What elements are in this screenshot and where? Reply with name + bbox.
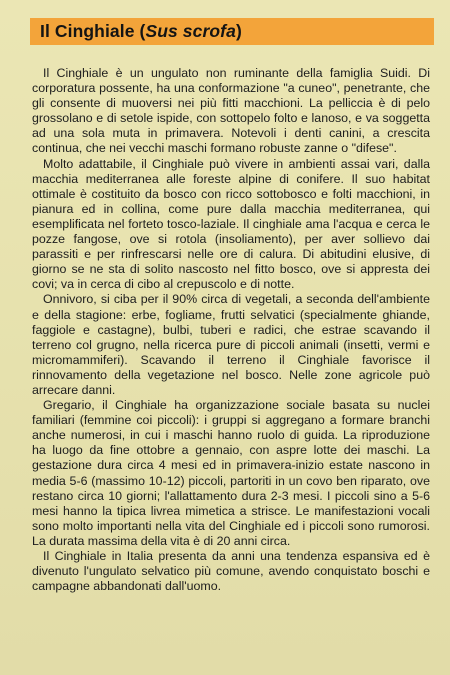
article-body <box>32 66 430 594</box>
paragraph-social-reproduction: Gregario, il Cinghiale ha organizzazione sociale basata su nuclei familiari (femmine coi piccoli): i gruppi si aggregano a formare branchi anche numerosi, in cui i maschi hanno ruolo di guida. La riproduzione ha luogo da fine ottobre a gennaio, con aspre lotte dei maschi. La gestazione dura circa 4 mesi ed in primavera-inizio estate nascono in media 5-6 (massimo 10-12) piccoli, partoriti in un covo ben riparato, ove restano circa 10 giorni; l'allattamento dura 2-3 mesi. I piccoli sino a 5-6 mesi hanno la tipica livrea mimetica a strisce. Le manifestazioni vocali sono molto importanti nella vita del Cinghiale ed i piccoli sono rumorosi. La durata massima della vita è di 20 anni circa. <box>32 398 430 548</box>
title-bar <box>30 18 434 45</box>
page-title <box>40 21 242 42</box>
paragraph-description: Il Cinghiale è un ungulato non ruminante della famiglia Suidi. Di corporatura possente, ha una conformazione "a cuneo", penetrante, che gli consente di muoversi nei più fitti macchioni. La pelliccia è di pelo grossolano e di setole ispide, con sottopelo folto e lanoso, e va soggetta ad una sola muta in primavera. Notevoli i denti canini, a crescita continua, che nei vecchi maschi formano robuste zanne o "difese". <box>32 66 430 156</box>
title-open-paren: ( <box>139 21 146 41</box>
title-scientific-name: Sus scrofa <box>145 21 236 41</box>
title-close-paren: ) <box>235 21 242 41</box>
paragraph-habitat: Molto adattabile, il Cinghiale può vivere in ambienti assai vari, dalla macchia mediterranea alle foreste alpine di conifere. Il suo habitat ottimale è costituito da bosco con ricco sottobosco e folti macchioni, in pianura ed in collina, come pure dalla macchia mediterranea, qui esemplificata nel forteto tosco-laziale. Il cinghiale ama l'acqua e cerca le pozze fangose, ove si rotola (insoliamento), per aver sollievo dai parassiti e per rinfrescarsi nelle ore di calura. Di abitudini elusive, di giorno se ne sta di solito nascosto nel fitto bosco, ove si appresta dei covi; va in cerca di cibo al crepuscolo e di notte. <box>32 156 430 292</box>
paragraph-diet: Onnivoro, si ciba per il 90% circa di vegetali, a seconda dell'ambiente e della stagione: erbe, fogliame, frutti selvatici (specialmente ghiande, faggiole e castagne), bulbi, tuberi e radici, che estrae scavando il terreno col grugno, nella ricerca pure di piccoli animali (insetti, vermi e micromammiferi). Scavando il terreno il Cinghiale favorisce il rinnovamento della vegetazione nel bosco. Nelle zone agricole può arrecare danni. <box>32 292 430 397</box>
title-common-name: Il Cinghiale <box>40 21 135 41</box>
paragraph-distribution: Il Cinghiale in Italia presenta da anni una tendenza espansiva ed è divenuto l'ungulato selvatico più comune, avendo conquistato boschi e campagne abbandonati dall'uomo. <box>32 549 430 594</box>
